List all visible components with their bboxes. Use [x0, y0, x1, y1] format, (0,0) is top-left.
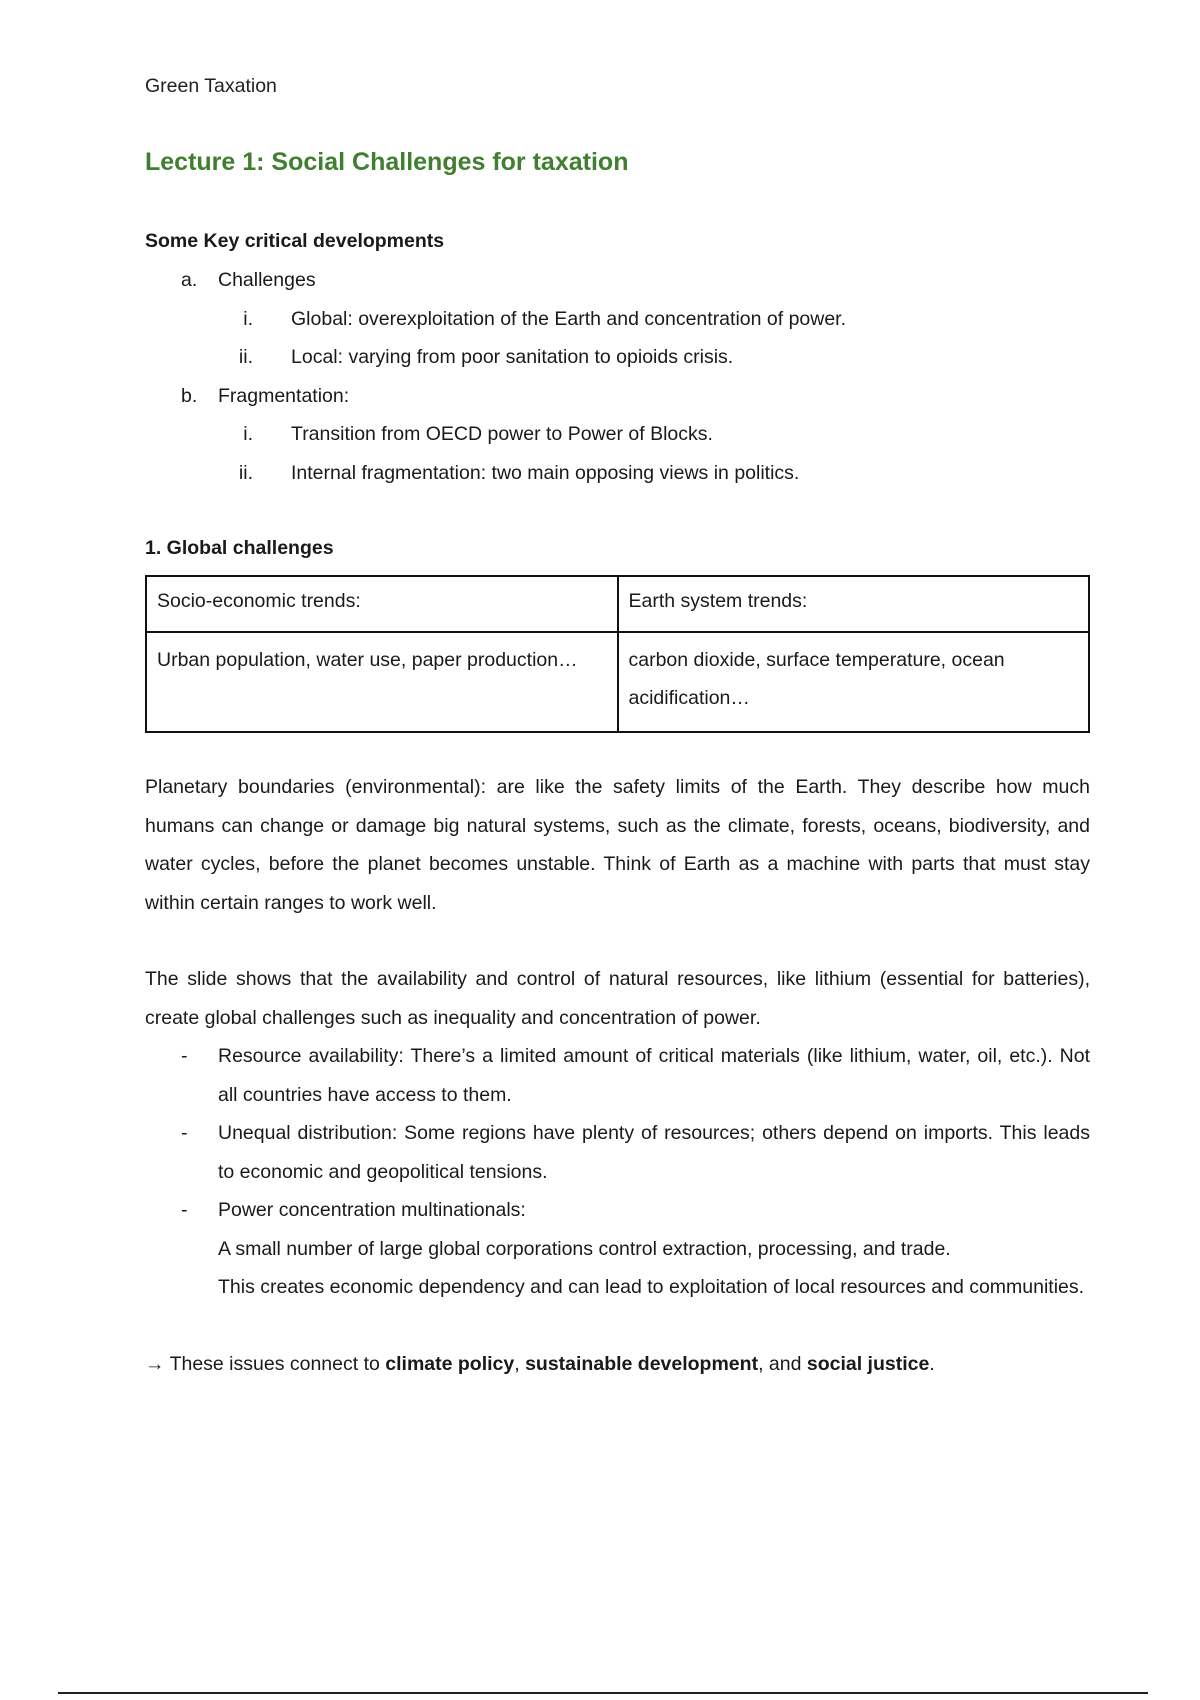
trends-table: [145, 575, 1090, 733]
conclusion-text: ,: [514, 1353, 526, 1375]
bullet-text: Unequal distribution: Some regions have plenty of resources; others depend on imports. This leads to economic and geopolitical tensions.: [218, 1122, 1090, 1183]
lecture-title: Lecture 1: Social Challenges for taxation: [145, 148, 629, 176]
list-item-text: Global: overexploitation of the Earth and concentration of power.: [291, 307, 847, 330]
dash-bullet-icon: -: [181, 1122, 188, 1144]
bullet-item: [145, 1191, 1090, 1307]
list-marker: ii.: [238, 461, 253, 484]
list-item: [145, 415, 1090, 454]
conclusion-text: , and: [758, 1353, 807, 1375]
conclusion-line: [145, 1345, 935, 1384]
list-marker: i.: [243, 423, 253, 445]
list-item-text: Fragmentation:: [218, 384, 350, 407]
list-marker: ii.: [238, 346, 253, 368]
page-divider: [58, 1692, 1148, 1694]
list-item-text: Transition from OECD power to Power of Blocks.: [291, 423, 713, 445]
list-marker: i.: [243, 307, 253, 330]
section-heading-key-developments: Some Key critical developments: [145, 230, 445, 252]
document-header: Green Taxation: [145, 75, 277, 97]
bold-term: social justice: [806, 1353, 930, 1375]
table-header-cell: Socio-economic trends:: [146, 576, 618, 632]
table-row: [146, 632, 1089, 732]
list-marker: a.: [181, 269, 198, 291]
dash-bullet-icon: -: [181, 1199, 188, 1221]
list-item: [145, 454, 1090, 493]
conclusion-text: .: [929, 1353, 935, 1375]
bullet-text: Power concentration multinationals:: [218, 1199, 526, 1221]
list-item: [145, 261, 1090, 300]
paragraph-resources: The slide shows that the availability and control of natural resources, like lithium (essential for batteries), create global challenges such as inequality and concentration of power.: [145, 968, 1090, 1029]
list-item: [145, 338, 1090, 377]
bold-term: sustainable development: [525, 1353, 759, 1375]
table-header-cell: Earth system trends:: [618, 576, 1090, 632]
bullet-item: [145, 1037, 1090, 1114]
bold-term: climate policy: [385, 1353, 515, 1375]
bullet-text: A small number of large global corporations control extraction, processing, and trade.: [218, 1237, 951, 1260]
outline-list: [145, 261, 1090, 492]
table-cell: carbon dioxide, surface temperature, ocean acidification…: [618, 632, 1090, 732]
conclusion-text: → These issues connect to: [145, 1353, 386, 1375]
list-item-text: Local: varying from poor sanitation to opioids crisis.: [291, 346, 734, 368]
table-header-row: [146, 576, 1089, 632]
bullet-item: [145, 1114, 1090, 1191]
section-heading-global-challenges: 1. Global challenges: [145, 537, 334, 559]
dash-bullet-icon: -: [181, 1045, 188, 1067]
list-item: [145, 300, 1090, 339]
table-cell: Urban population, water use, paper production…: [146, 632, 618, 732]
bullet-text: Resource availability: There’s a limited amount of critical materials (like lithium, water, oil, etc.). Not all countries have access to them.: [218, 1045, 1090, 1106]
paragraph-planetary-boundaries: Planetary boundaries (environmental): are like the safety limits of the Earth. They describe how much humans can change or damage big natural systems, such as the climate, forests, oceans, biodiversity, and water cycles, before the planet becomes unstable. Think of Earth as a machine with parts that must stay within certain ranges to work well.: [145, 776, 1090, 914]
list-item-text: Challenges: [218, 269, 316, 291]
list-item-text: Internal fragmentation: two main opposing views in politics.: [291, 461, 800, 484]
bullet-text: This creates economic dependency and can lead to exploitation of local resources and communities.: [218, 1276, 1085, 1298]
bullet-list: [145, 1037, 1090, 1307]
list-marker: b.: [181, 384, 198, 407]
list-item: [145, 377, 1090, 416]
